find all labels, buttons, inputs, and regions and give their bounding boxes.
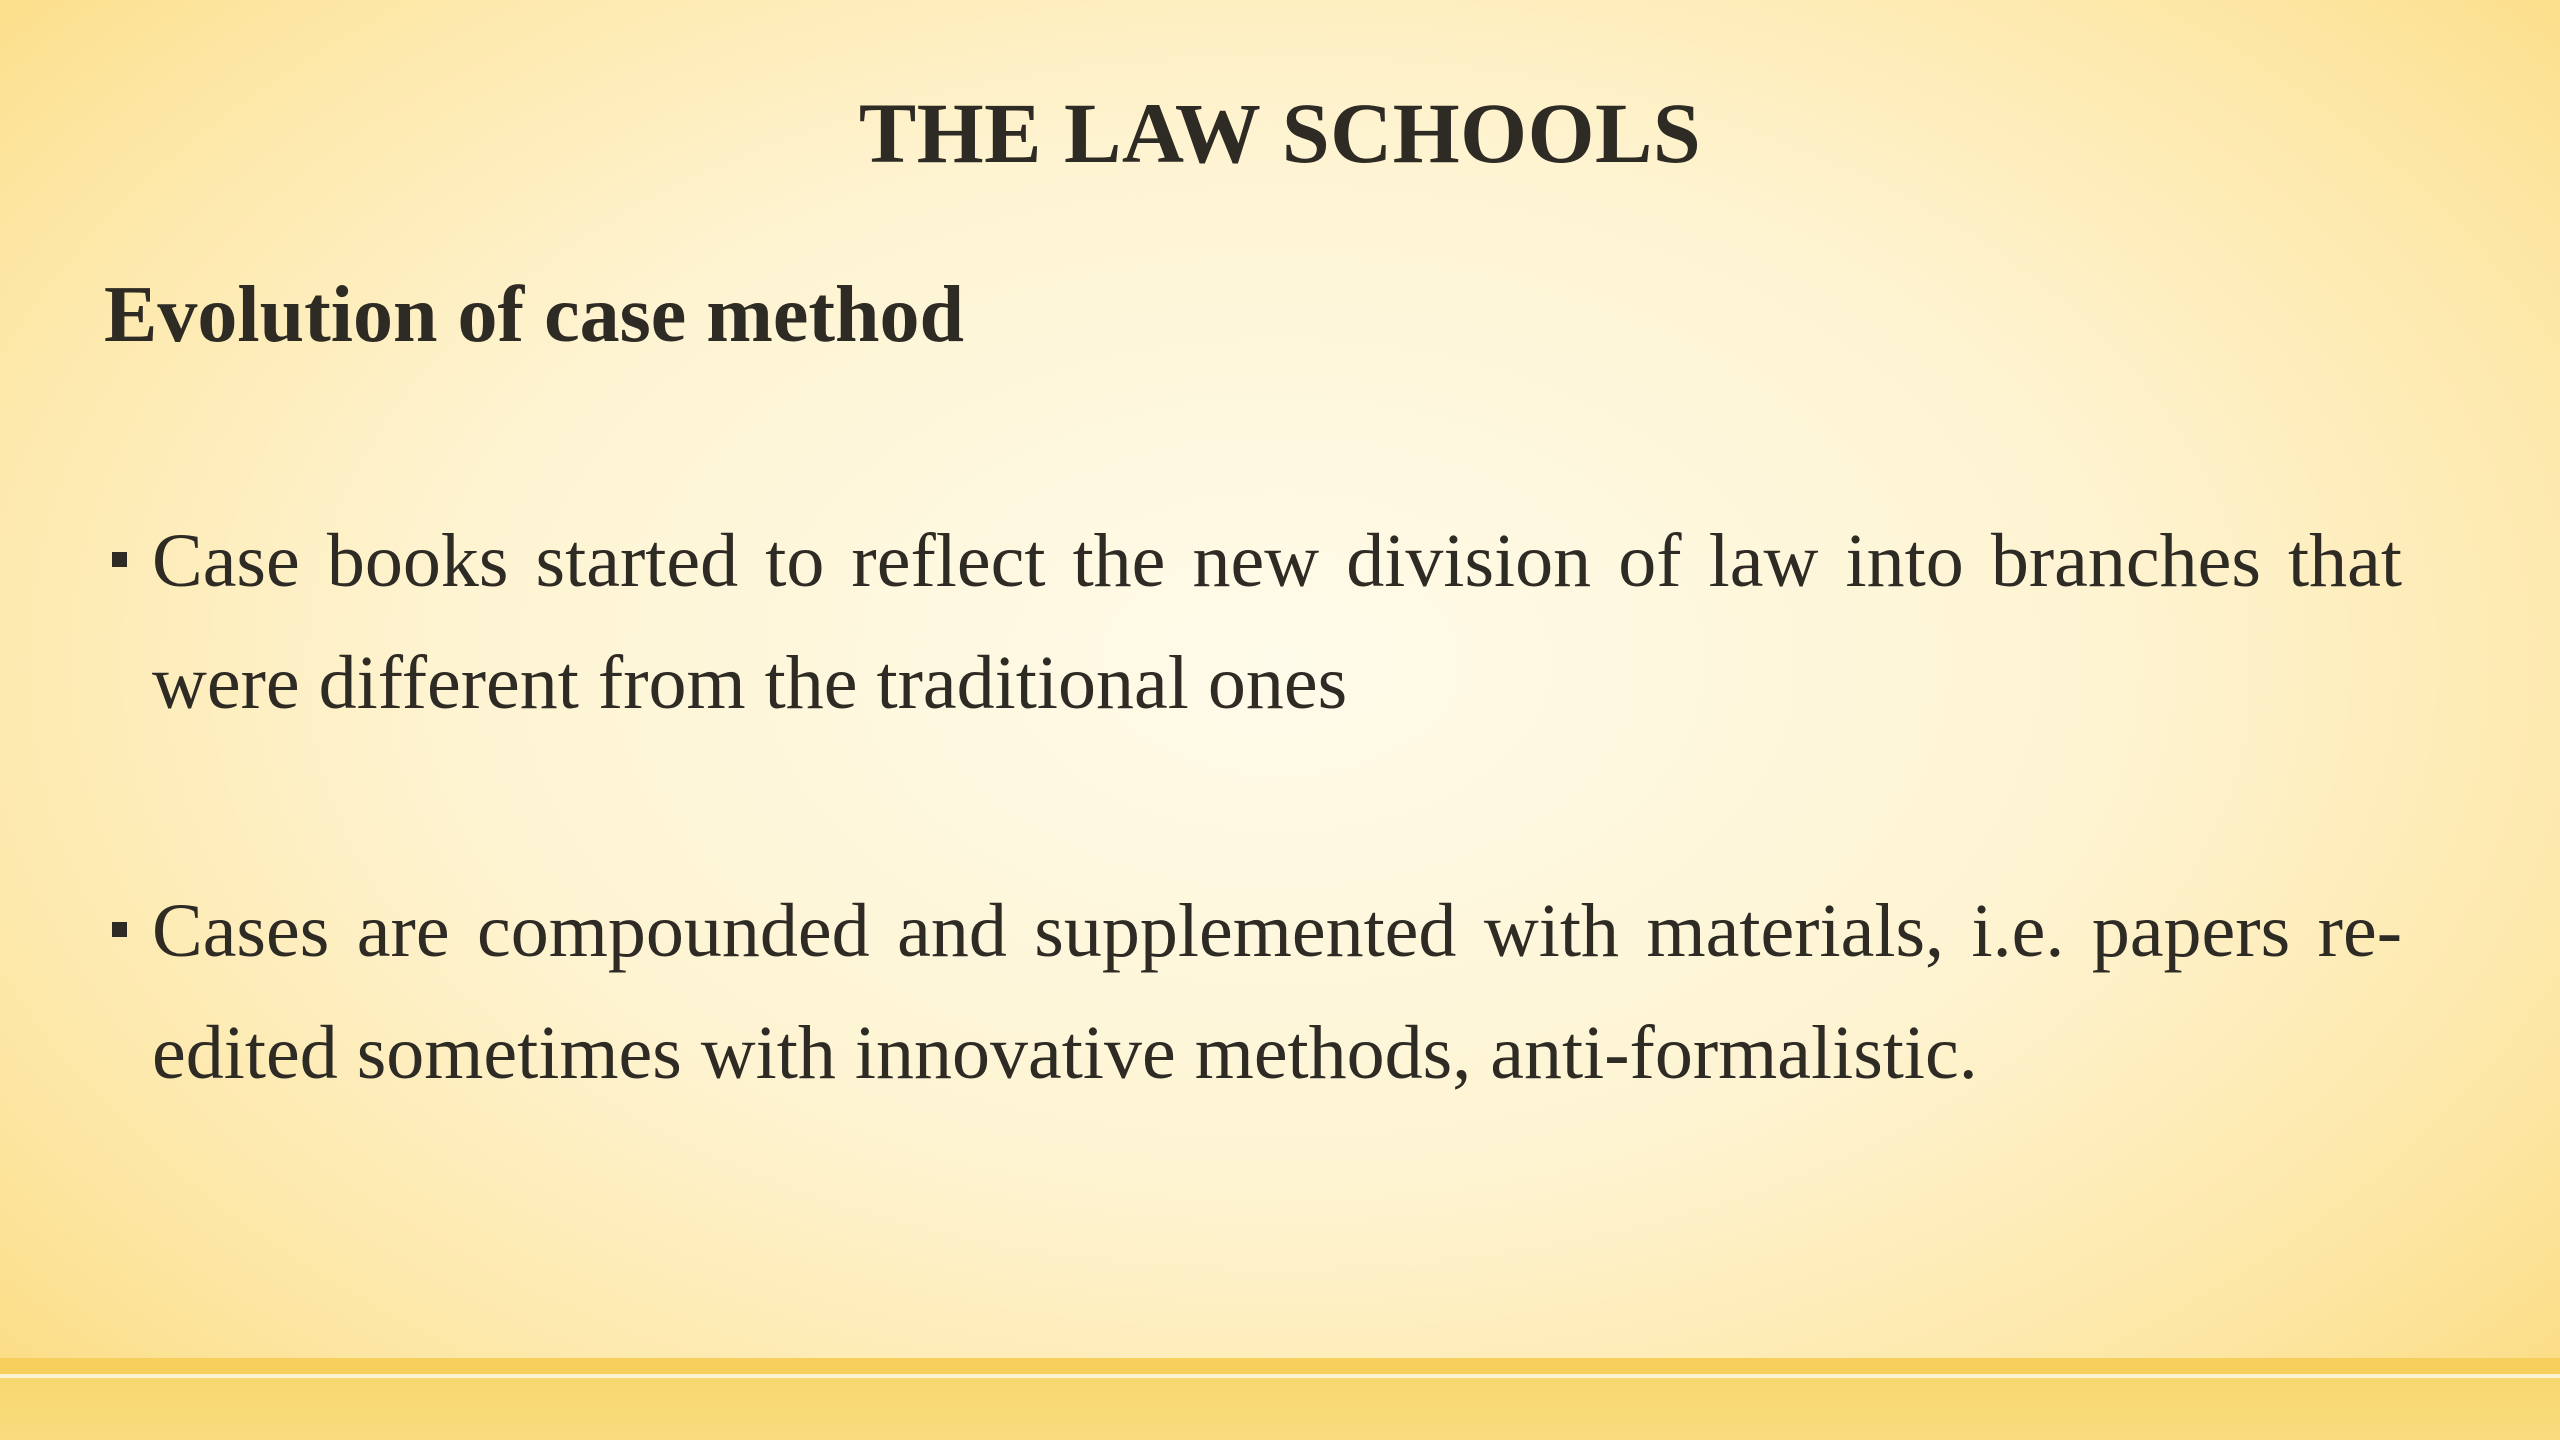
bullet-text: Cases are compounded and supplemented with materials, i.e. papers re-edited sometimes with innovative methods, anti-formalistic. xyxy=(152,889,2402,1095)
slide-title: THE LAW SCHOOLS xyxy=(858,85,1702,181)
bullet-text: Case books started to reflect the new division of law into branches that were different from the traditional ones xyxy=(152,519,2402,725)
square-bullet-icon xyxy=(112,922,127,937)
square-bullet-icon xyxy=(112,552,127,567)
slide-subtitle: Evolution of case method xyxy=(104,271,964,359)
footer-decorative-band xyxy=(0,1358,2560,1440)
